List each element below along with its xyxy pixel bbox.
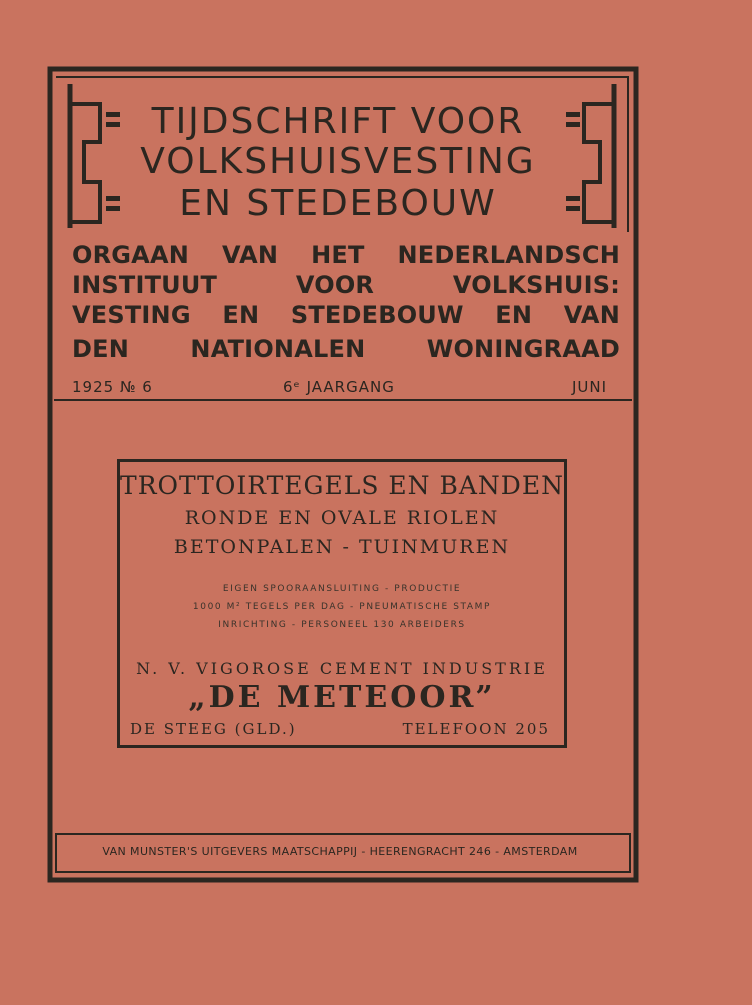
subtitle-line-4: DEN NATIONALEN WONINGRAAD: [72, 335, 620, 363]
ad-line-3: BETONPALEN - TUINMUREN: [173, 536, 511, 558]
ad-location: DE STEEG (GLD.): [130, 720, 297, 738]
ad-brand-name: „DE METEOOR”: [188, 680, 496, 715]
ad-small-line-1: EIGEN SPOORAANSLUITING - PRODUCTIE: [222, 584, 462, 594]
subtitle-line-1: ORGAAN VAN HET NEDERLANDSCH: [72, 241, 620, 269]
ad-phone: TELEFOON 205: [402, 720, 550, 738]
issue-number: 1925 № 6: [72, 378, 153, 396]
ad-small-line-2: 1000 M² TEGELS PER DAG - PNEUMATISCHE STAMP: [192, 602, 492, 612]
issue-month: JUNI: [572, 378, 608, 396]
ad-company: N. V. VIGOROSE CEMENT INDUSTRIE: [136, 659, 548, 678]
subtitle-line-3: VESTING EN STEDEBOUW EN VAN: [72, 301, 620, 329]
ad-headline: TROTTOIRTEGELS EN BANDEN: [120, 471, 564, 500]
ad-small-line-3: INRICHTING - PERSONEEL 130 ARBEIDERS: [218, 620, 466, 630]
publisher-footer: VAN MUNSTER'S UITGEVERS MAATSCHAPPIJ - HEERENGRACHT 246 - AMSTERDAM: [102, 845, 578, 858]
title-line-3: EN STEDEBOUW: [179, 183, 497, 224]
subtitle-line-2: INSTITUUT VOOR VOLKSHUIS:: [72, 271, 620, 299]
issue-volume: 6ᵉ JAARGANG: [283, 378, 395, 396]
title-line-2: VOLKSHUISVESTING: [140, 141, 536, 182]
title-line-1: TIJDSCHRIFT VOOR: [151, 101, 525, 142]
ad-line-2: RONDE EN OVALE RIOLEN: [184, 507, 500, 529]
advertisement-box: [117, 459, 567, 748]
